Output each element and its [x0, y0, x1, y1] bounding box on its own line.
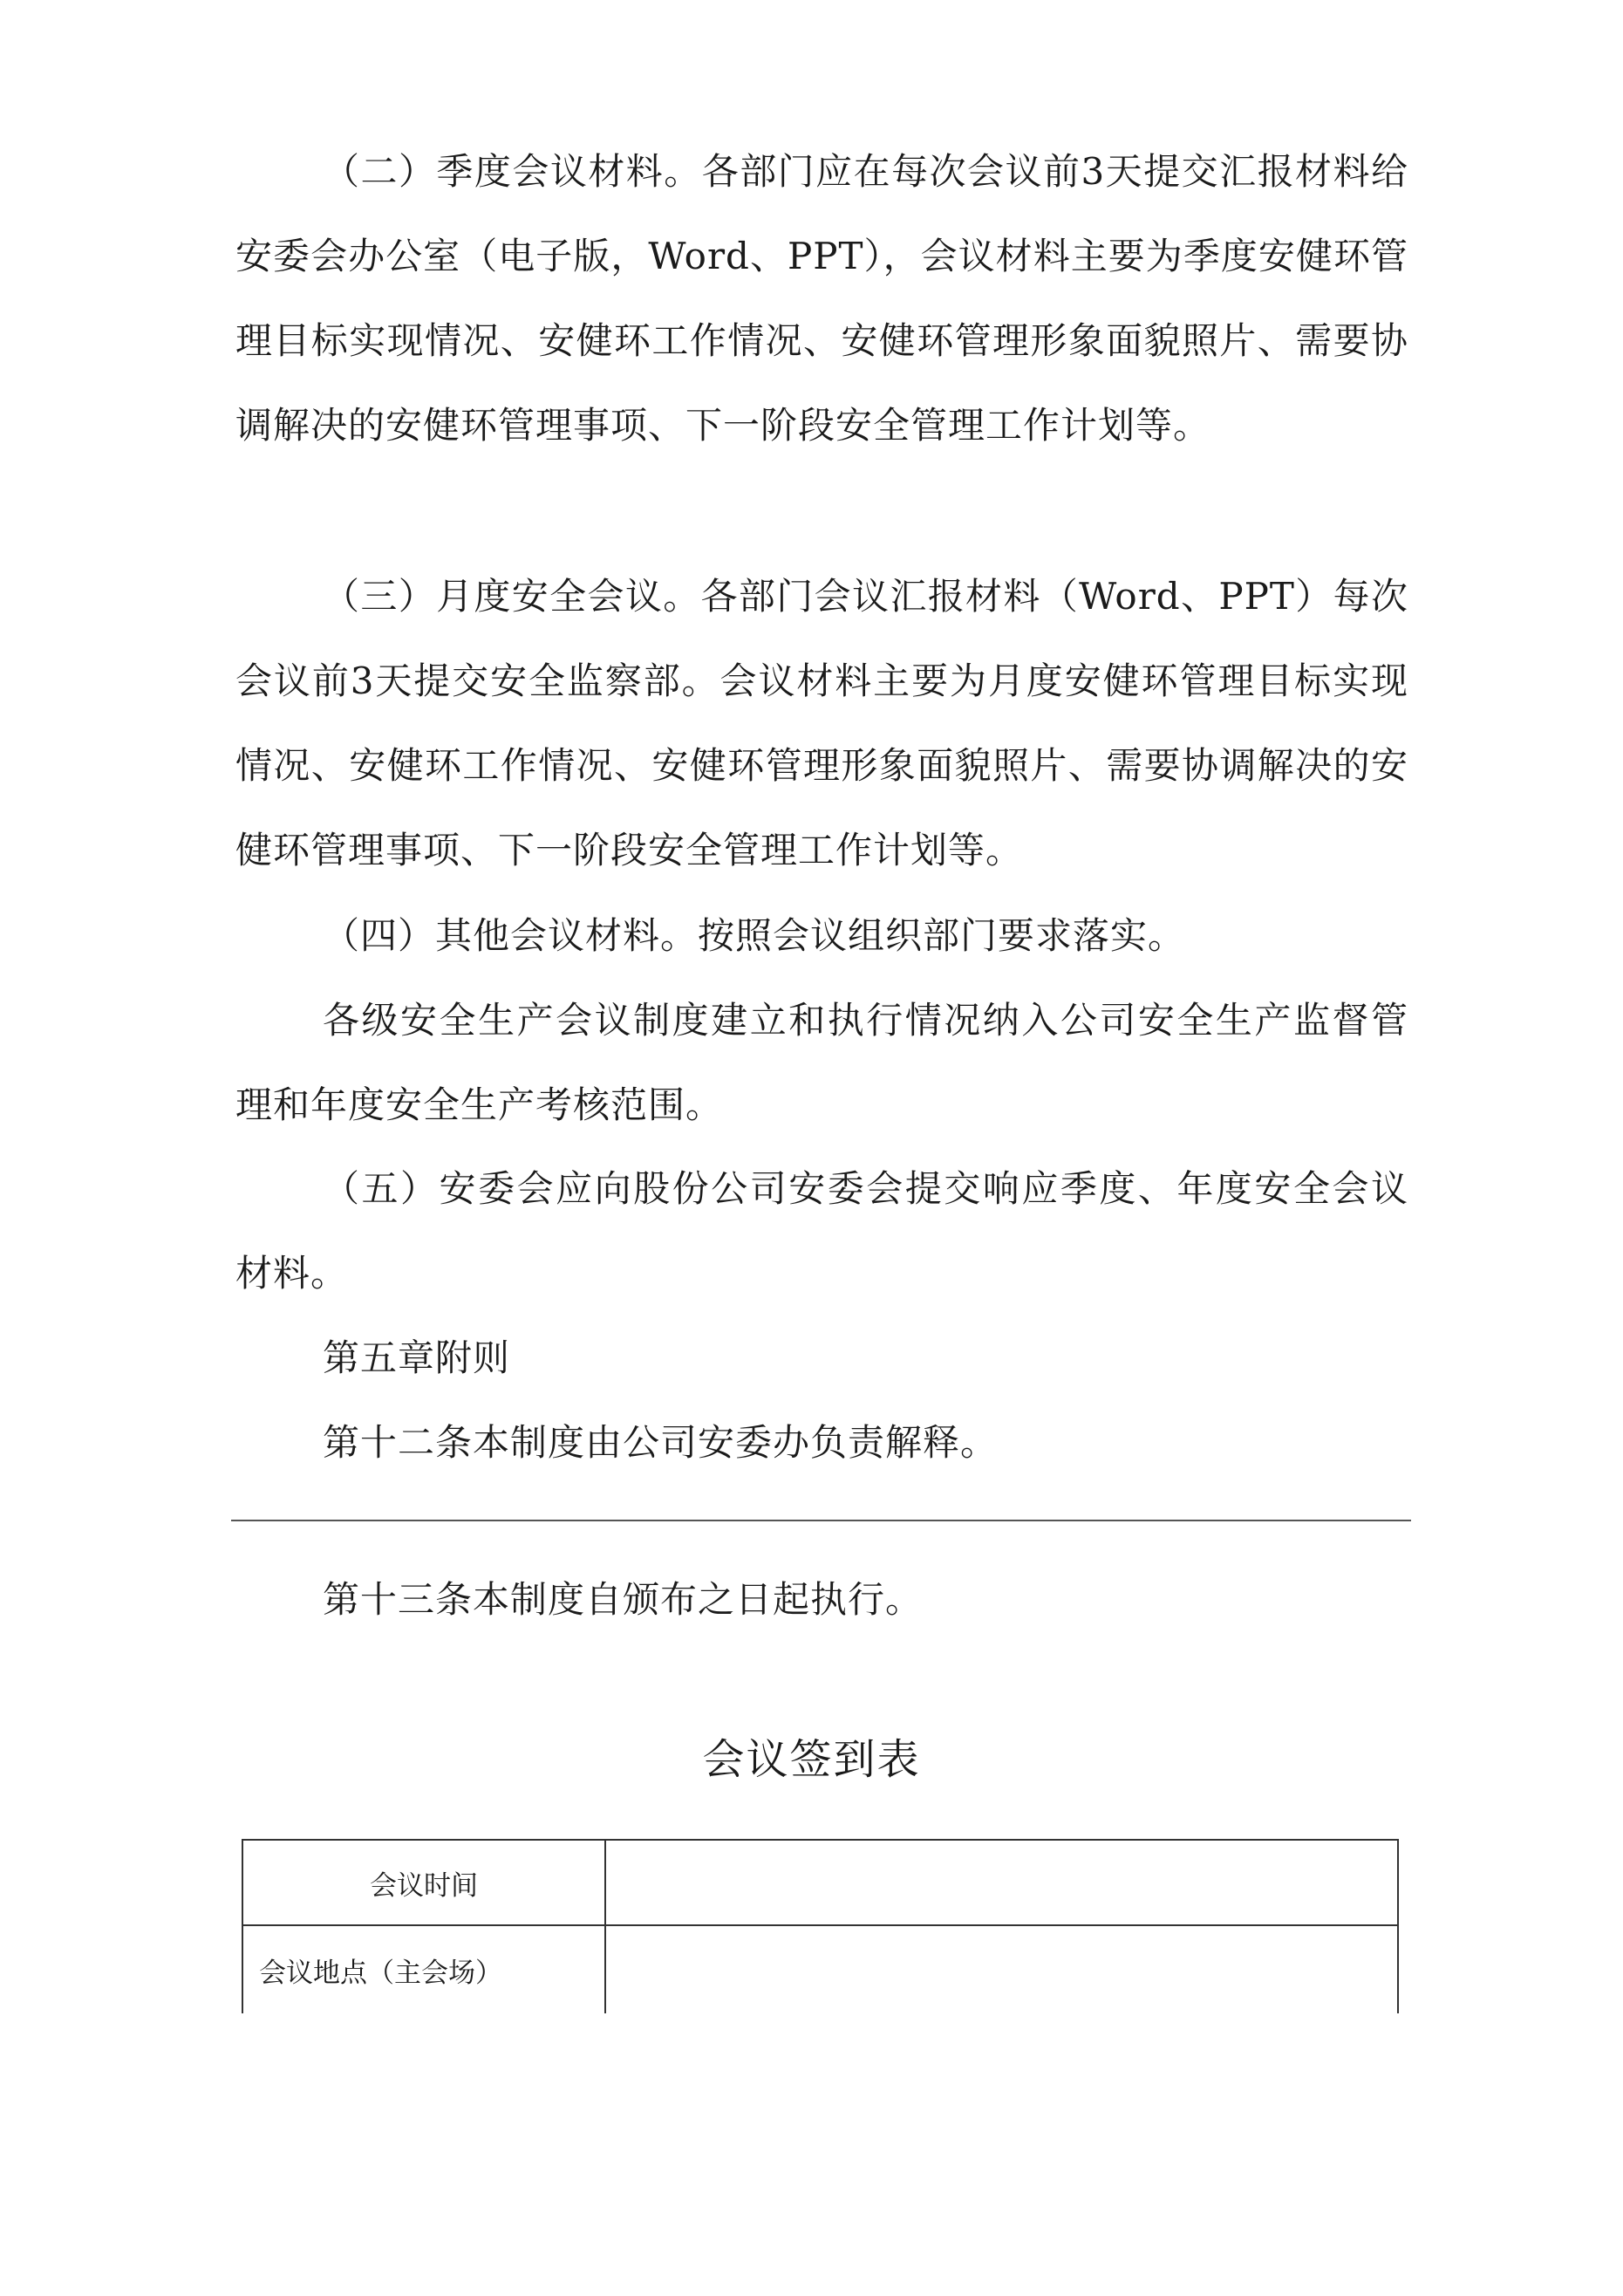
paragraph-system-evaluation: 各级安全生产会议制度建立和执行情况纳入公司安全生产监督管理和年度安全生产考核范围。: [235, 999, 1408, 1126]
table-row: [242, 1840, 1398, 1925]
sign-in-table: [242, 1839, 1399, 2013]
meeting-time-label: 会议时间: [242, 1840, 605, 1925]
paragraph-monthly-meeting: （三）月度安全会议。各部门会议汇报材料（Word、PPT）每次会议前3天提交安全监察部。会议材料主要为月度安健环管理目标实现情况、安健环工作情况、安健环管理形象面貌照片、需要协调解决的安健环管理事项、下一阶段安全管理工作计划等。: [235, 575, 1408, 871]
table-row: [242, 1925, 1398, 2013]
meeting-time-value: [605, 1840, 1398, 1925]
paragraph-committee-submission: （五）安委会应向股份公司安委会提交响应季度、年度安全会议材料。: [235, 1167, 1408, 1295]
chapter-heading-appendix: 第五章附则: [323, 1336, 511, 1379]
paragraph-other-materials: （四）其他会议材料。按照会议组织部门要求落实。: [323, 914, 1186, 957]
page-divider: [231, 1520, 1411, 1521]
meeting-location-value: [605, 1925, 1398, 2013]
article-twelve: 第十二条本制度由公司安委办负责解释。: [323, 1421, 999, 1464]
paragraph-quarterly-materials: （二）季度会议材料。各部门应在每次会议前3天提交汇报材料给安委会办公室（电子版，Word、PPT），会议材料主要为季度安健环管理目标实现情况、安健环工作情况、安健环管理形象面貌照片、需要协调解决的安健环管理事项、下一阶段安全管理工作计划等。: [235, 150, 1408, 447]
table-title: 会议签到表: [702, 1735, 921, 1784]
article-thirteen: 第十三条本制度自颁布之日起执行。: [323, 1578, 924, 1621]
meeting-location-label: 会议地点（主会场）: [242, 1925, 605, 2013]
